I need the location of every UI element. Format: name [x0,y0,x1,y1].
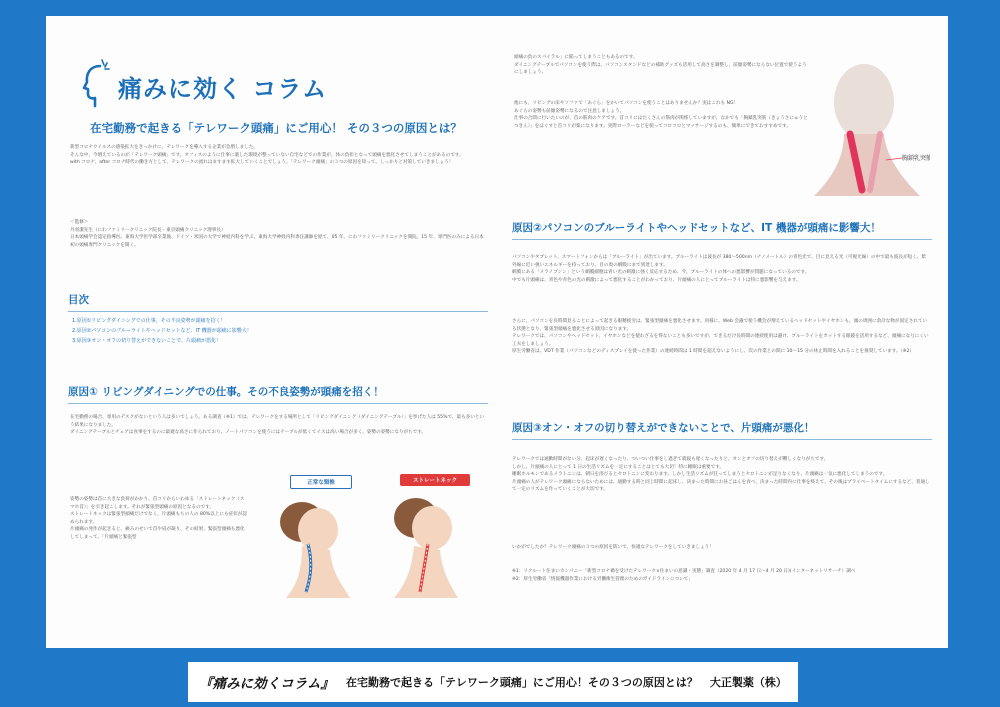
article-headline: 在宅勤務で起きる「テレワーク頭痛」にご用心！ その３つの原因とは？ [90,121,462,135]
normal-spine-label: 正常な頸椎 [290,475,352,489]
neck-muscle-illustration [804,56,930,196]
footnotes: ※1：リクルート住まいカンパニー「新型コロナ禍を受けたテレワーク×住まいの意識・実態」調査（2020 年 4 月 17 日〜4 月 20 日)(インターネットリサーチ）調べ ※2：厚生労働省「情報機器作業における労働衛生管理のためのガイドラインについて」 [512,569,856,582]
toc-heading: 目次 [68,292,488,312]
intro-paragraph: 新型コロナウイルスの感染拡大をきっかけに、テレワークを導入する企業が急増しました。 そんな中、今増えているのが「テレワーク頭痛」です。オフィスのように仕事に適した環境が整っていない自宅などでの作業が、体の負担となって頭痛を悪化させてしまうことがあるのです。 with コロナ、after コロナ時代の働き方として、テレワークの流れはますます拡大していくことでしょう。「テレワーク頭痛」の３つの原因を知って、しっかりと対策していきましょう！ [70,145,464,166]
closing-remark: いかがでしたか？テレワーク頭痛の３つの原因を防いで、快適なテレワークをしていきましょう！ [512,545,714,550]
toc-item[interactable]: 1.原因①リビングダイニングでの仕事。その不良姿勢が頭痛を招く！ [72,318,226,324]
column-title: 痛みに効く コラム [118,74,328,103]
straight-neck-illustration [380,488,470,598]
straight-neck-label: ストレートネック [400,474,470,486]
cause2-paragraph-2: さらに、パソコンを長時間見ることによって起きる眼精疲労は、緊張型頭痛を悪化させます。同様に、Web 会議で使う機会が増えているヘッドセットやイヤホンも、頭の周囲に余計な物が固定されている状態となり、緊張型頭痛を悪化させる原因になります。 テレワークでは、パソコンやヘッドセット、イヤホンなどを使わざるを得ないことも多いですが、できるだけ長時間の連続使用は避け、ブルーライトをカットする眼鏡を活用するなど、頭痛になりにくい工夫をしましょう。 厚生労働省は、VDT 作業（パソコンなどのディスプレイを使った作業）の連続時間は 1 時間を超えないようにし、次の作業との間に 10〜15 分の休止時間を入れることを推奨しています。（※2） [512,319,929,355]
supervisor-info: ＜監修＞ 丹羽潔先生（にわファミリークリニック院長・東京頭痛クリニック理事長） 日本頭痛学会認定指導医。東海大学医学部卒業後、ドイツ・米国の大学で神経内科を学ぶ。東海大学神経内科専任講師を経て、05 年、にわファミリークリニックを開院。15 年、専門医のみによる日本初の頭痛専門クリニックを開く。 [70,220,484,248]
head-profile-icon [80,58,112,114]
caption-title: 『痛みに効くコラム』 [199,676,335,692]
right-column [504,16,938,648]
toc-item[interactable]: 2.原因②パソコンのブルーライトやヘッドセットなど、IT 機器が頭痛に影響大！ [72,328,252,334]
muscle-name-label: 胸鎖乳突筋 [902,155,930,162]
cause1-heading: 原因① リビングダイニングでの仕事。その不良姿勢が頭痛を招く！ [68,384,488,404]
toc-item[interactable]: 3.原因③オン・オフの切り替えができないことで、片頭痛が悪化！ [72,338,222,344]
cause3-heading: 原因③オン・オフの切り替えができないことで、片頭痛が悪化！ [512,420,932,440]
normal-posture-illustration [272,488,362,598]
cause1-paragraph: 在宅勤務の場合、専用のデスクがないという人は多いでしょう。ある調査（※1）では、テレワークをする場所として「リビングダイニング（ダイニングテーブル）」を挙げた人は 55%で、最も多いという結果になりました。 ダイニングテーブルとチェアは食事をするのに最適な高さに作られており、ノートパソコンを使うにはテーブルが低くてイスは高い場合が多く、姿勢の姿勢になりがちです。 [70,415,485,436]
cause2-paragraph: パソコンやタブレット、スマートフォンからは「ブルーライト」が出ています。ブルーライトは波長が 380〜500nm（ナノメートル）の青色光で、目に見える光（可視光線）の中で最も波長が短く、紫外線に近い強いエネルギーを持っており、目の奥の網膜にまで到達します。 網膜にある「メラノプシン」という網膜細胞は青い光の刺激に強く反応するため、今、ブルーライトの体への悪影響が問題になっているのです。 中でも片頭痛は、青色や赤色の光の刺激によって悪化することがわかっており、片頭痛の人にとってブルーライトは特に悪影響を与えます。 [512,255,926,283]
column-brand [80,56,327,116]
neck-care-paragraph: 他にも、リビングの床やソファで「あぐら」をかいてパソコンを使うことはありませんか？実はこれも NG！ あぐらの姿勢も前傾姿勢になるので注意しましょう。 仕事の合間に行いたいのが、首の筋肉のケアです。首コリにはたくさんの筋肉が関係していますが、なかでも「胸鎖乳突筋（きょうさにゅうとつきん）」をほぐすと首コリが楽になります。実際ローラーなどを使ってコロコロとマッサージするのも、簡単にできておすすめです。 [514,101,808,129]
left-column [60,16,492,648]
cause2-heading: 原因②パソコンのブルーライトやヘッドセットなど、IT 機器が頭痛に影響大！ [512,220,932,240]
toc-list [72,316,482,346]
cause1-continuation: 頭痛の負のスパイラル」に陥ってしまうこともあるのです。 ダイニングテーブルでパソコンを使う際は、パソコンスタンドなどの補助グッズも活用して高さを調整し、前傾姿勢にならない位置で使うようにしましょう。 [514,55,807,76]
cause1-paragraph-2: 姿勢の姿勢は首に大きな負荷がかかり、首コリからいわゆる「ストレートネック（スマホ首）」を引き起こします。それが緊張型頭痛の原因となるのです。 ストレートネックは緊張型頭痛だけでなく、片頭痛もちの人の 80%以上にも症状が認められます。 片頭痛の発作が起きると、痛みのせいで首や肩が凝り、その結果、緊張型頭痛も悪化してしまって、「片頭痛と緊張型 [70,497,247,540]
poster-sheet [46,16,948,648]
cause3-paragraph: テレワークでは通勤時間がない分、起床が遅くなったり、ついつい仕事をし過ぎて就寝も遅くなったりと、オンとオフの切り替えが難しくなりがちです。 しかし、片頭痛の人にとって 1 日の生活リズムを一定にすることはとても大切！特に睡眠は重要です。 睡眠ホルモンであるメラトニンは、朝日を浴びるとセロトニンに変わります。しかし生活リズムが狂ってしまうとセロトニンが足りなくなり、片頭痛は一気に悪化してしまうのです。 片頭痛の人がテレワーク頭痛にならないためには、通勤する時と同じ時間に起床し、決まった時間にお昼ごはんを食べ、決まった時間内に仕事を終えて、その後はプライベートタイムにするなど、普通して一定のリズムを作っていくことが大切です。 [512,457,930,493]
caption-subtitle: 在宅勤務で起きる「テレワーク頭痛」にご用心！その３つの原因とは？ [346,676,698,689]
caption-company: 大正製薬（株） [709,676,787,689]
caption-bar [188,662,798,702]
